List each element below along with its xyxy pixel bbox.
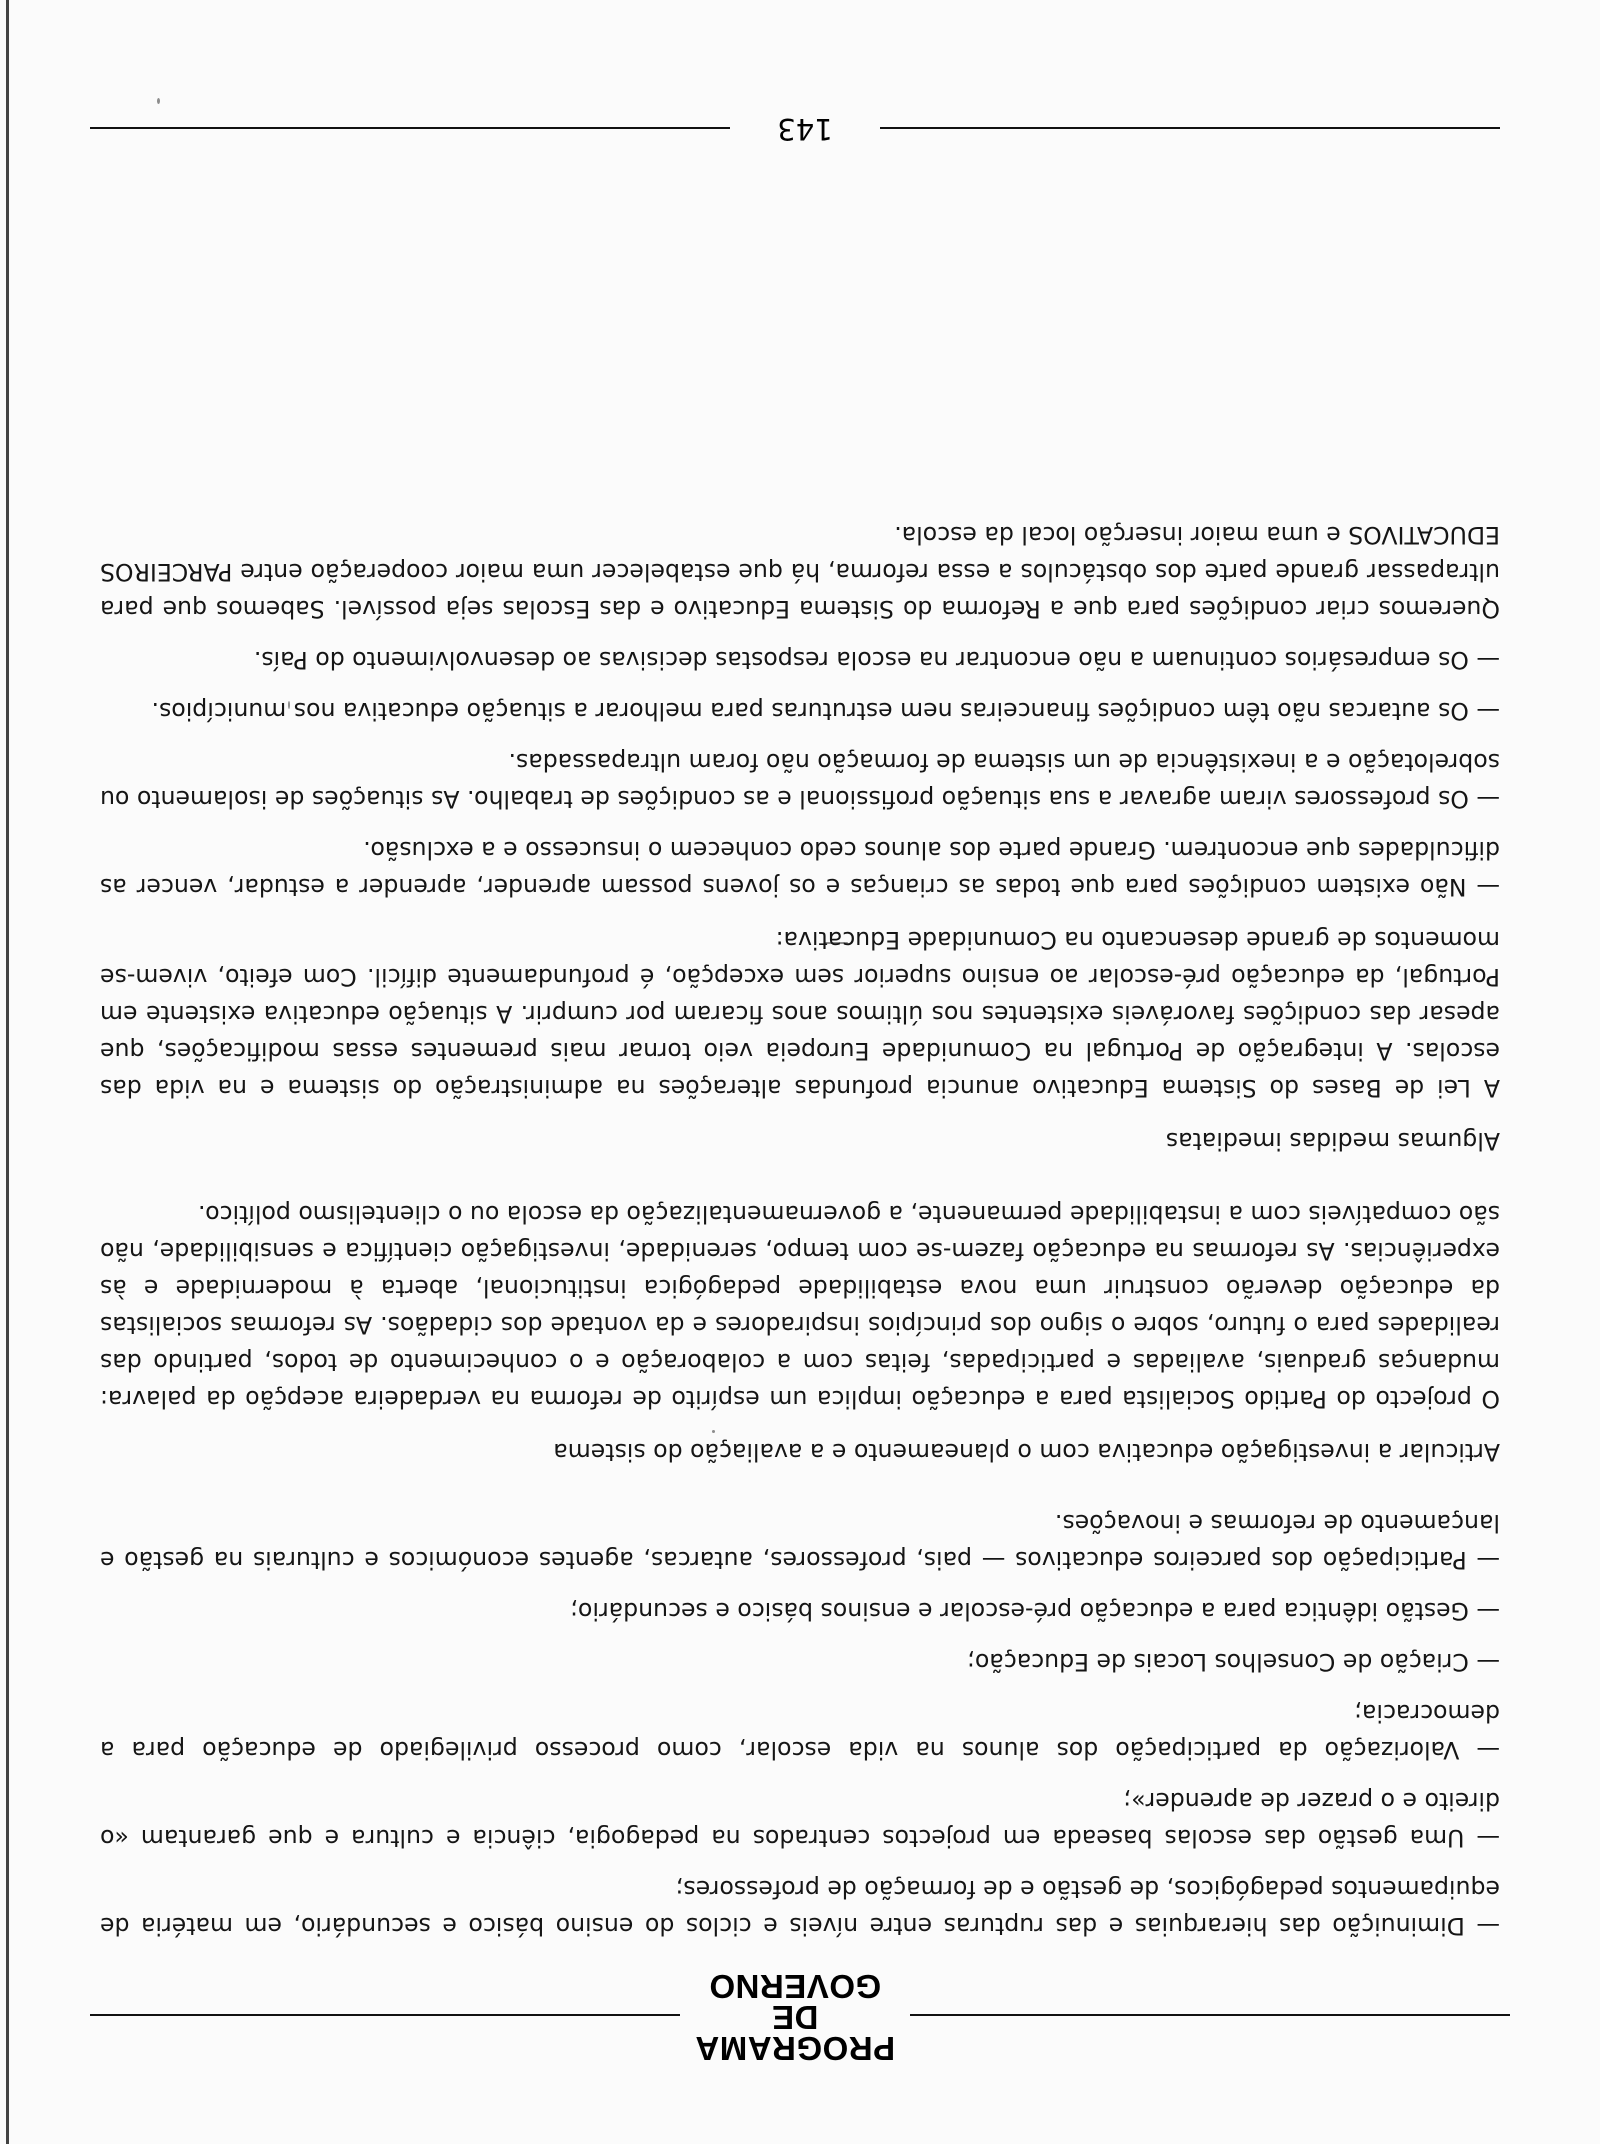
- spacer: [100, 1159, 1500, 1179]
- page-footer: [90, 109, 1500, 149]
- paragraph: A Lei de Bases do Sistema Educativo anuncia profundas alterações na administração do sistema e na vida das escolas. A integração de Portugal na Comunidade Europeia veio tornar mais prementes essas modificações, que apesar das condições favoráveis existentes nos últimos anos ficaram por cumprir. A situação educativa existente em Portugal, da educação pré-escolar ao ensino superior sem excepção, é profundamente difícil. Com efeito, vivem-se momentos de grande desencanto na Comunidade Educativa:: [100, 926, 1500, 1102]
- page-binding-edge: [6, 0, 9, 2144]
- section-heading: Articular a investigação educativa com o planeamento e a avaliação do sistema: [553, 1438, 1500, 1466]
- list-item: — Diminuição das hierarquias e das rupturas entre níveis e ciclos do ensino básico e secundário, em matéria de equipamentos pedagógicos, de gestão e de formação de professores;: [100, 1875, 1500, 1940]
- spacer: [100, 1470, 1500, 1490]
- paragraph: Queremos criar condições para que a Reforma do Sistema Educativo e das Escolas seja possível. Sabemos que para ultrapassar grande parte dos obstáculos a essa reforma, há que estabelecer uma maior cooperação entre PARCEIROS EDUCATIVOS e uma maior inserção local da escola.: [100, 521, 1500, 623]
- list-item: — Valorização da participação dos alunos na vida escolar, como processo privilegiado de educação para a democracia;: [100, 1699, 1500, 1764]
- page-number: 143: [777, 112, 833, 146]
- program-title: PROGRAMA DE GOVERNO: [694, 1968, 896, 2067]
- paragraph: O projecto do Partido Socialista para a educação implica um espírito de reforma na verdadeira acepção da palavra: mudanças graduais, avaliadas e participadas, feitas com a colaboração e o conhecimento de todos, partindo das realidades para o futuro, sobre o signo dos princípios inspiradores e da vontade dos cidadãos. As reformas socialistas da educação deverão construir uma nova estabilidade pedagógica institucional, aberta à modernidade e às experiências. As reformas na educação fazem-se com tempo, serenidade, investigação científica e sensibilidade, não são compatíveis com a instabilidade permanente, a governamentalização da escola ou o clientelismo político.: [100, 1200, 1500, 1413]
- list-item: — Os autarcas não têm condições financeiras nem estruturas para melhorar a situação educativa nos municípios.: [151, 697, 1500, 725]
- list-item: — Uma gestão das escolas baseada em projectos centrados na pedagogia, ciência e cultura e que garantam «o direito e o prazer de aprender»;: [100, 1787, 1500, 1852]
- section-heading: Algumas medidas imediatas: [1165, 1127, 1500, 1155]
- list-item: — Participação dos parceiros educativos — pais, professores, autarcas, agentes económicos e culturais na gestão e lançamento de reformas e inovações.: [100, 1509, 1500, 1574]
- footer-rule-left: [880, 127, 1500, 129]
- list-item: — Criação de Conselhos Locais de Educação;: [966, 1648, 1500, 1676]
- list-item: — Não existem condições para que todas as crianças e os jovens possam aprender, aprender a estudar, vencer as dificuldades que encontrem. Grande parte dos alunos cedo conhecem o insucesso e a exclusão.: [100, 836, 1500, 901]
- list-item: — Gestão idêntica para a educação pré-escolar e ensinos básico e secundário;: [570, 1597, 1500, 1625]
- footer-rule-right: [90, 127, 730, 129]
- header-rule-left: [910, 2014, 1510, 2016]
- scan-speck: [157, 98, 160, 104]
- list-item: — Os professores viram agravar a sua situação profissional e as condições de trabalho. As situações de isolamento ou sobrelotação e a inexistência de um sistema de formação não foram ultrapassadas.: [100, 748, 1500, 813]
- page-header: [90, 1964, 1510, 2067]
- list-item: — Os empresários continuam a não encontrar na escola respostas decisivas ao desenvolvimento do País.: [253, 646, 1500, 674]
- header-rule-right: [90, 2014, 680, 2016]
- page-body: [100, 500, 1500, 1944]
